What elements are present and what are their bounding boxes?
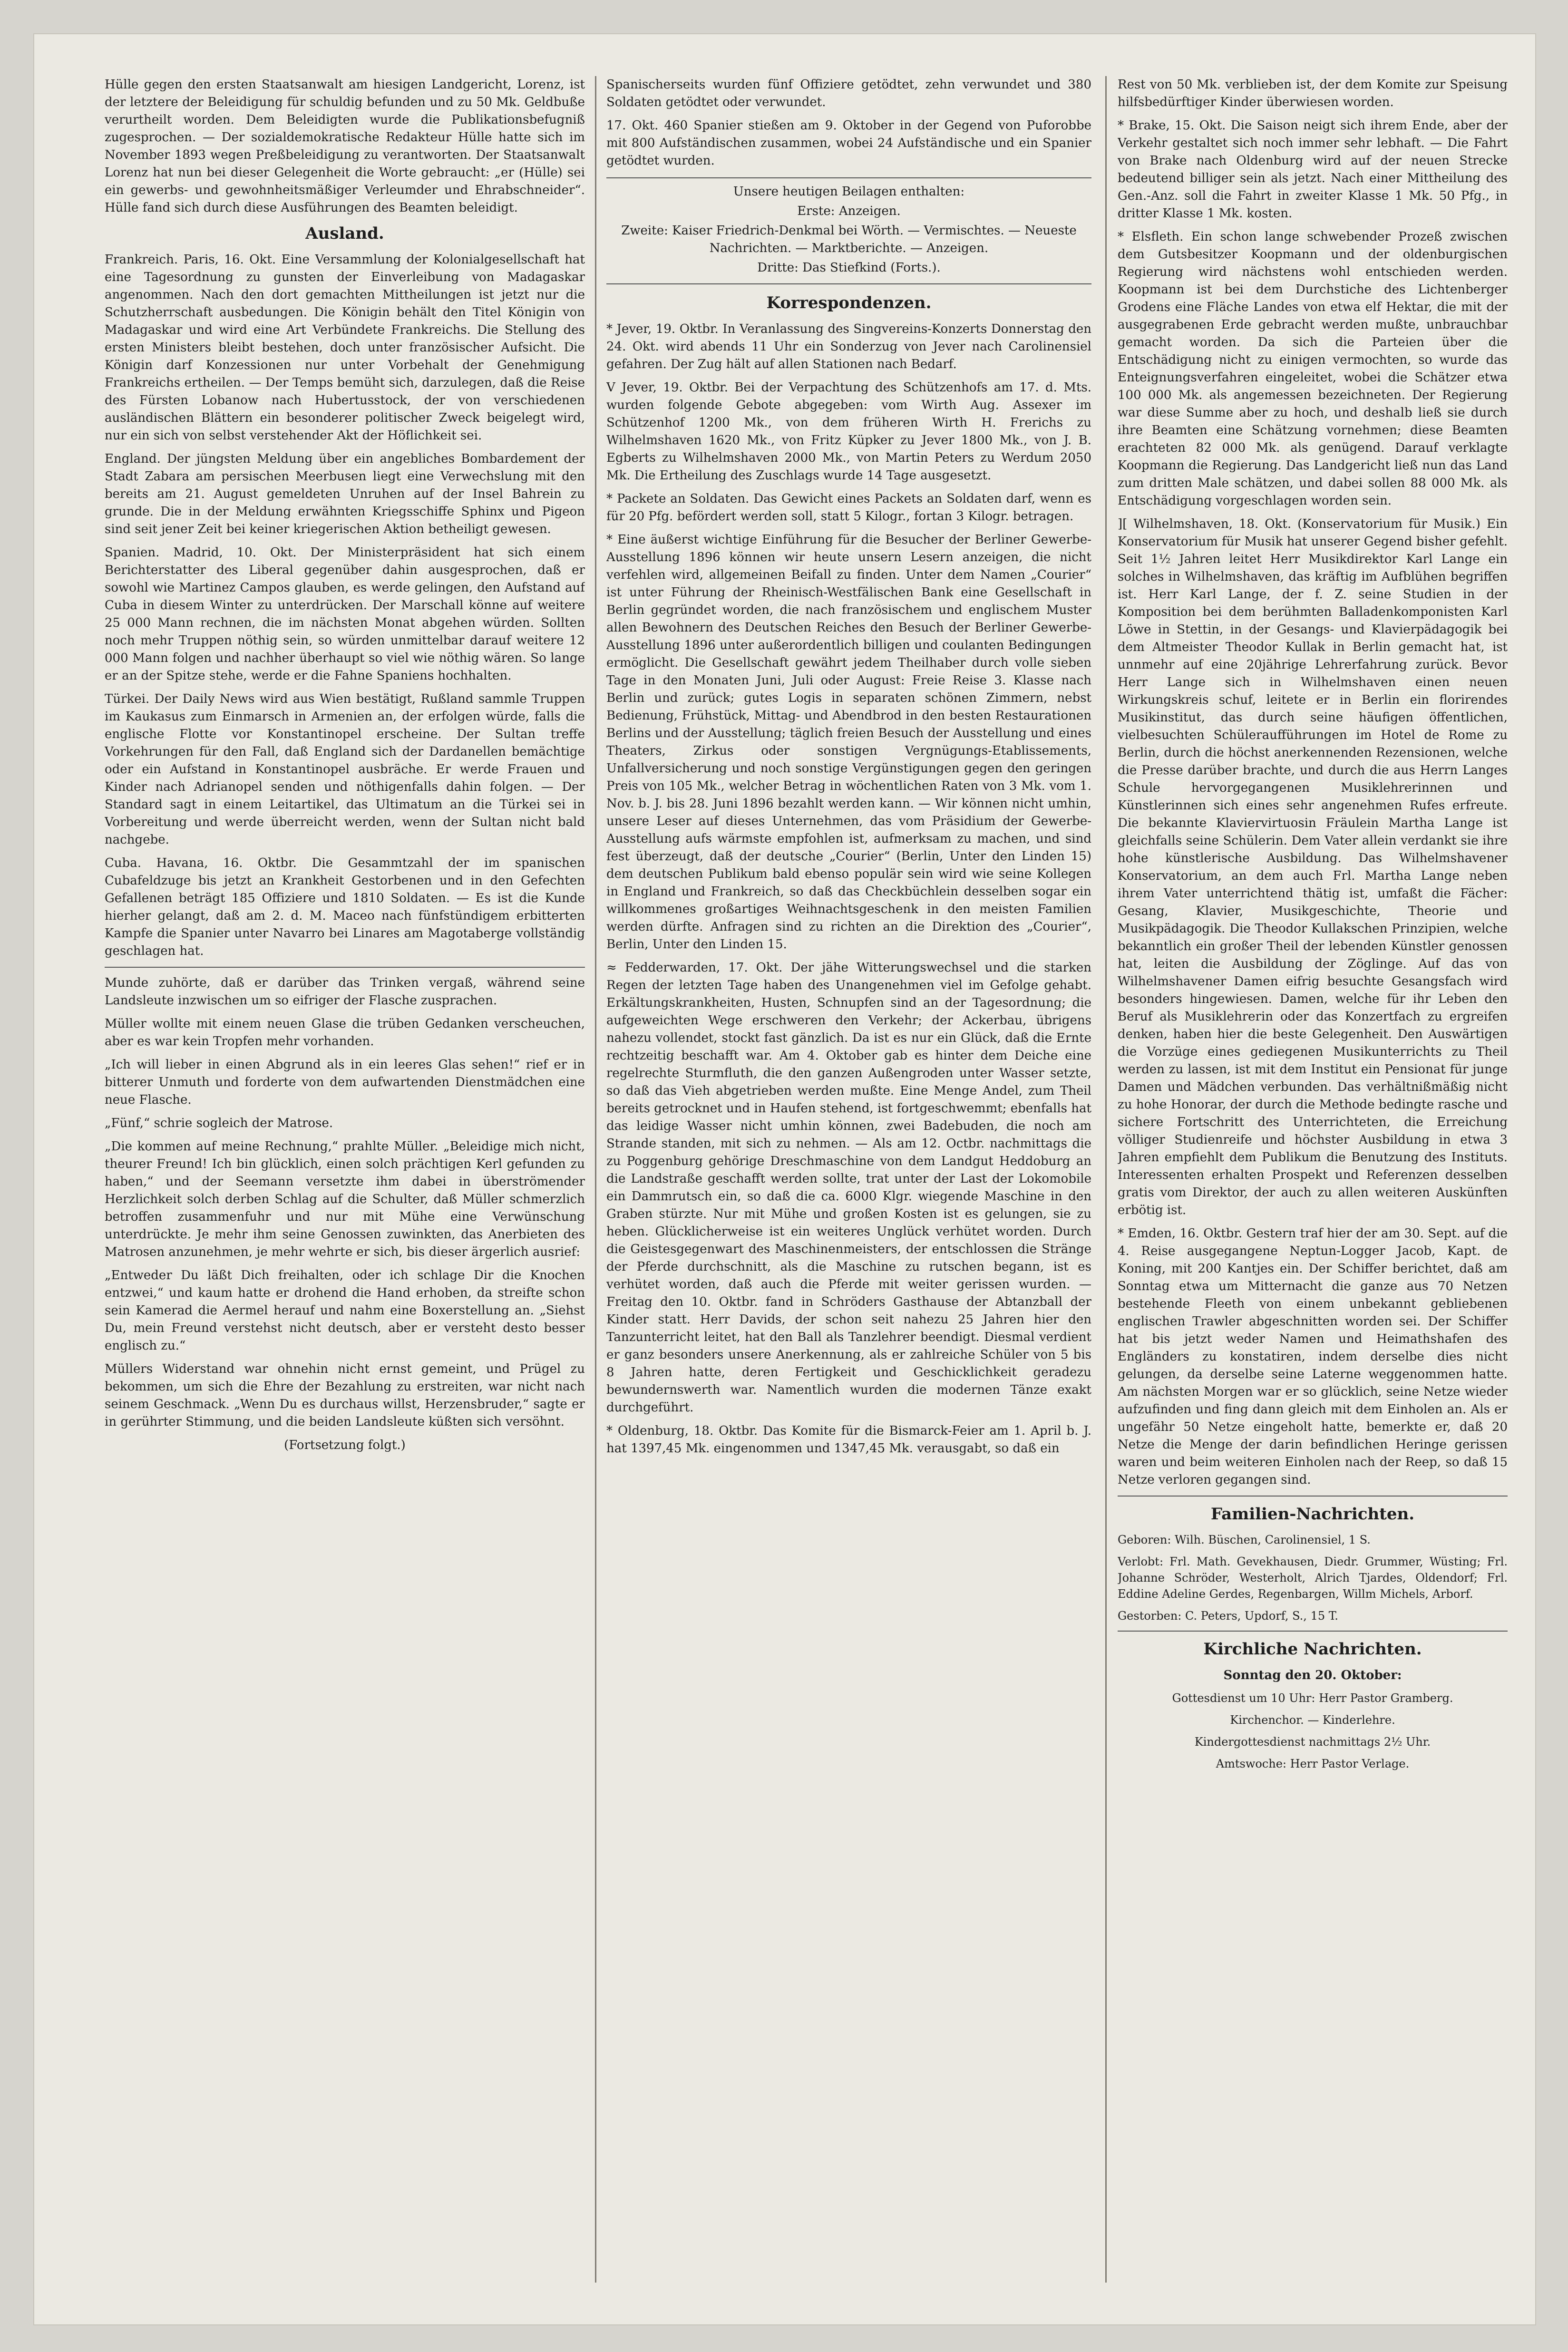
family-engagements: Verlobt: Frl. Math. Gevekhausen, Diedr. Grummer, Wüsting; Frl. Johanne Schröder, Westerholt, Alrich Tjardes, Oldendorf; Frl. Eddine Adeline Gerdes, Regenbargen, Willm Michels, Arborf. bbox=[1118, 1555, 1508, 1601]
feuilleton-paragraph: Müller wollte mit einem neuen Glase die trüben Gedanken verscheuchen, aber es war kein Tropfen mehr vorhanden. bbox=[105, 1017, 585, 1049]
middle-column bbox=[606, 76, 1091, 2283]
article-brake: * Brake, 15. Okt. Die Saison neigt sich ihrem Ende, aber der Verkehr gestaltet sich noch immer sehr lebhaft. — Die Fahrt von Brake nach Oldenburg wird auf der neuen Strecke bedeutend billiger sein als jetzt. Nach einer Mittheilung des Gen.-Anz. soll die Fahrt in zweiter Klasse 1 Mk. 50 Pfg., in dritter Klasse 1 Mk. kosten. bbox=[1118, 118, 1508, 221]
supplement-first: Erste: Anzeigen. bbox=[797, 204, 901, 218]
article-frankreich: Frankreich. Paris, 16. Okt. Eine Versammlung der Kolonialgesellschaft hat eine Tagesordnung zu gunsten der Einverleibung von Madagaskar angenommen. Nach den dort gemachten Mittheilungen ist jetzt nur die Schutzherrschaft ausbedungen. Die Königin behält den Titel Königin von Madagaskar und wird eine Art Verbündete Frankreichs. Die Stellung des ersten Ministers bleibt bestehen, doch unter französischer Aufsicht. Die Königin darf Konzessionen nur unter Vorbehalt der Genehmigung Frankreichs ertheilen. — Der Temps bemüht sich, darzulegen, daß die Reise des Fürsten Lobanow nach Hubertusstock, der von verschiedenen ausländischen Blättern ein besonderer politischer Zweck beigelegt wird, nur ein sich von selbst verstehender Akt der Höflichkeit sei. bbox=[105, 253, 585, 443]
article-wilhelmshaven: ][ Wilhelmshaven, 18. Okt. (Konservatorium für Musik.) Ein Konservatorium für Musik hat unserer Gegend bisher gefehlt. Seit 1½ Jahren leitet Herr Musikdirektor Karl Lange ein solches in Wilhelmshaven, das kräftig im Aufblühen begriffen ist. Herr Karl Lange, der f. Z. seine Studien in der Komposition bei dem berühmten Balladenkomponisten Karl Löwe in Stettin, in der Gesangs- und Klavierpädagogik bei dem Altmeister Theodor Kullak in Berlin gemacht hat, ist unnmehr auf eine 20jährige Lehrerfahrung zurück. Bevor Herr Lange sich in Wilhelmshaven einen neuen Wirkungskreis schuf, leitete er in Berlin ein florirendes Musikinstitut, das durch seine häufigen öffentlichen, vielbesuchten Schüleraufführungen im Hotel de Rome zu Berlin, durch die höchst anerkennenden Rezensionen, welche die Presse darüber brachte, und durch die aus Herrn Langes Schule hervorgegangenen Musiklehrerinnen und Künstlerinnen sich eines sehr angenehmen Rufes erfreute. Die bekannte Klaviervirtuosin Fräulein Martha Lange ist gleichfalls seine Schülerin. Dem Vater allein verdankt sie ihre hohe künstlerische Ausbildung. Das Wilhelmshavener Konservatorium, an dem auch Frl. Martha Lange neben ihrem Vater unterrichtend thätig ist, umfaßt die Fächer: Gesang, Klavier, Musikgeschichte, Theorie und Musikpädagogik. Die Theodor Kullakschen Prinzipien, welche bekanntlich ein großer Theil der lebenden Künstler genossen hat, leiten die Ausbildung der Zöglinge. Auf das von Wilhelmshavener Damen eifrig besuchte Gesangsfach wird besonders hingewiesen. Damen, welche für ihr Leben den Beruf als Musiklehrerin oder das Konzertfach zu ergreifen denken, haben hier die beste Gelegenheit. Den Auswärtigen die Vorzüge eines gediegenen Musikunterrichts zu Theil werden zu lassen, ist mit dem Institut ein Pensionat für junge Damen und Mädchen verbunden. Das verhältnißmäßig nicht zu hohe Honorar, der durch die Methode bedingte rasche und sichere Fortschritt des Unterrichteten, die Erreichung völliger Studienreife und höchster Ausbildung in etwa 3 Jahren empfiehlt dem Publikum die Benutzung des Instituts. Interessenten erhalten Prospekt und Referenzen desselben gratis vom Direktor, der auch zu allen weiteren Auskünften erbötig ist. bbox=[1118, 517, 1508, 1217]
article-england: England. Der jüngsten Meldung über ein angebliches Bombardement der Stadt Zabara am persischen Meerbusen liegt eine Verwechslung mit den bereits am 21. August gemeldeten Unruhen auf der Insel Bahrein zu grunde. Die in der Meldung erwähnten Kriegsschiffe Sphinx und Pigeon sind seit jener Zeit bei keiner kriegerischen Aktion betheiligt gewesen. bbox=[105, 452, 585, 536]
article-packete: * Packete an Soldaten. Das Gewicht eines Packets an Soldaten darf, wenn es für 20 Pfg. befördert werden soll, statt 5 Kilogr., fortan 3 Kilogr. betragen. bbox=[606, 492, 1091, 524]
article-jever-schuetzenhof: V Jever, 19. Oktbr. Bei der Verpachtung des Schützenhofs am 17. d. Mts. wurden folgende Gebote abgegeben: vom Wirth Aug. Assexer im Schützenhof 1200 Mk., von dem früheren Wirth H. Frerichs zu Wilhelmshaven 1620 Mk., von Fritz Küpker zu Jever 1800 Mk., von J. B. Egberts zu Wilhelmshaven 2000 Mk., von Martin Peters zu Werdum 2050 Mk. Die Ertheilung des Zuschlags wurde 14 Tage ausgesetzt. bbox=[606, 380, 1091, 483]
section-heading-familien: Familien-Nachrichten. bbox=[1210, 1505, 1415, 1524]
church-children: Kindergottesdienst nachmittags 2½ Uhr. bbox=[1194, 1735, 1431, 1749]
article-oldenburg: * Oldenburg, 18. Oktbr. Das Komite für die Bismarck-Feier am 1. April b. J. hat 1397,45 Mk. eingenommen und 1347,45 Mk. verausgabt, so daß ein bbox=[606, 1424, 1091, 1456]
article-tuerkei: Türkei. Der Daily News wird aus Wien bestätigt, Rußland sammle Truppen im Kaukasus zum Einmarsch in Armenien an, der erfolgen würde, falls die englische Flotte vor Konstantinopel erscheine. Der Sultan treffe Vorkehrungen für den Fall, daß England sich der Dardanellen bemächtige oder ein Aufstand in Konstantinopel ausbräche. Er werde Frauen und Kinder nach Adrianopel senden und nöthigenfalls dahin folgen. — Der Standard sagt in einem Leitartikel, das Ultimatum an die Türkei sei in Vorbereitung und werde überreicht werden, wenn der Sultan nicht bald nachgebe. bbox=[105, 692, 585, 847]
left-column bbox=[105, 76, 585, 2283]
feuilleton-paragraph: „Die kommen auf meine Rechnung,“ prahlte Müller. „Beleidige mich nicht, theurer Freund! Ich bin glücklich, einen solch prächtigen Kerl gefunden zu haben,“ und der Seemann versetzte ihm dabei in überströmender Herzlichkeit solch derben Schlag auf die Schulter, daß Müller schmerzlich betroffen zusammenfuhr und nur mit Mühe eine Verwünschung unterdrückte. Je mehr ihm seine Genossen zuwinkten, das Anerbieten des Matrosen anzunehmen, je mehr wehrte er sich, bis dieser ärgerlich ausrief: bbox=[105, 1139, 585, 1259]
article-cuba: Cuba. Havana, 16. Oktbr. Die Gesammtzahl der im spanischen Cubafeldzuge bis jetzt an Krankheit Gestorbenen und in den Gefechten Gefallenen beträgt 185 Offiziere und 1810 Soldaten. — Es ist die Kunde hierher gelangt, daß am 2. d. M. Maceo nach fünfstündigem erbitterten Kampfe die Spanier unter Navarro bei Linares am Magotaberge vollständig geschlagen hat. bbox=[105, 856, 585, 958]
feuilleton-paragraph: Müllers Widerstand war ohnehin nicht ernst gemeint, und Prügel zu bekommen, um sich die Ehre der Bezahlung zu erstreiten, war nicht nach seinem Geschmack. „Wenn Du es durchaus willst, Herzensbruder,“ sagte er in gerührter Stimmung, und die beiden Landsleute küßten sich versöhnt. bbox=[105, 1362, 585, 1429]
church-service: Gottesdienst um 10 Uhr: Herr Pastor Gramberg. bbox=[1172, 1691, 1453, 1705]
article-huelle: Hülle gegen den ersten Staatsanwalt am hiesigen Landgericht, Lorenz, ist der letztere der Beleidigung für schuldig befunden und zu 50 Mk. Geldbuße verurtheilt worden. Dem Beleidigten wurde die Publikationsbefugniß zugesprochen. — Der sozialdemokratische Redakteur Hülle hatte sich im November 1893 wegen Preßbeleidigung zu verantworten. Der Staatsanwalt Lorenz hat nun bei dieser Gelegenheit die Worte gebraucht: „er (Hülle) sei ein gewerbs- und gewohnheitsmäßiger Verleumder und Ehrabschneider“. Hülle fand sich durch diese Ausführungen des Beamten beleidigt. bbox=[105, 78, 585, 215]
article-spanish-losses: Spanischerseits wurden fünf Offiziere getödtet, zehn verwundet und 380 Soldaten getödtet oder verwundet. bbox=[606, 78, 1091, 109]
column-rule bbox=[1105, 76, 1107, 2283]
section-heading-ausland: Ausland. bbox=[305, 224, 384, 243]
feuilleton-paragraph: „Fünf,“ schrie sogleich der Matrose. bbox=[105, 1116, 333, 1130]
section-divider bbox=[1118, 1631, 1508, 1632]
section-heading-korrespondenzen: Korrespondenzen. bbox=[766, 293, 932, 312]
family-deaths: Gestorben: C. Peters, Updorf, S., 15 T. bbox=[1118, 1609, 1338, 1623]
article-oldenburg-continued: Rest von 50 Mk. verblieben ist, der dem Komite zur Speisung hilfsbedürftiger Kinder überwiesen worden. bbox=[1118, 78, 1508, 109]
article-elsfleth: * Elsfleth. Ein schon lange schwebender Prozeß zwischen dem Gutsbesitzer Koopmann und der oldenburgischen Regierung wird nächstens wohl entschieden werden. Koopmann ist bei dem Durchstiche des Lichtenberger Grodens eine Fläche Landes von etwa elf Hektar, die mit der ausgegrabenen Erde gebracht werden mußte, unbrauchbar gemacht worden. Da sich die Parteien über die Entschädigung nicht zu einigen vermochten, so wurde das Enteignungsverfahren eingeleitet, wobei die Schätzer etwa 100 000 Mk. als angemessen bezeichneten. Der Regierung war diese Summe aber zu hoch, und deshalb ließ sie durch ihre Beamten eine Schätzung vornehmen; diese Beamten erachteten 82 000 Mk. als genügend. Darauf verklagte Koopmann die Regierung. Das Landgericht ließ nun das Land zum dritten Male schätzen, und dabei sollen 88 000 Mk. als Entschädigung vorgeschlagen worden sein. bbox=[1118, 230, 1508, 508]
article-spanish-clash: 17. Okt. 460 Spanier stießen am 9. Oktober in der Gegend von Puforobbe mit 800 Aufständischen zusammen, wobei 24 Aufständische und ein Spanier getödtet wurden. bbox=[606, 118, 1091, 168]
column-rule bbox=[595, 76, 596, 2283]
supplement-third: Dritte: Das Stiefkind (Forts.). bbox=[757, 261, 941, 275]
right-column bbox=[1118, 76, 1508, 2283]
supplement-second: Zweite: Kaiser Friedrich-Denkmal bei Wörth. — Vermischtes. — Neueste Nachrichten. — Marktberichte. — Anzeigen. bbox=[621, 224, 1077, 255]
family-births: Geboren: Wilh. Büschen, Carolinensiel, 1 S. bbox=[1118, 1533, 1371, 1546]
church-date: Sonntag den 20. Oktober: bbox=[1223, 1668, 1402, 1682]
feuilleton-continued: (Fortsetzung folgt.) bbox=[284, 1438, 406, 1452]
article-spanien: Spanien. Madrid, 10. Okt. Der Ministerpräsident hat sich einem Berichterstatter des Liberal gegenüber dahin ausgesprochen, daß er sowohl wie Martinez Campos glauben, es werde gelingen, den Aufstand auf Cuba in diesem Winter zu unterdrücken. Der Marschall könne auf weitere 25 000 Mann rechnen, die im nächsten Monat abgehen würden. Sollten noch mehr Truppen nöthig sein, so würden unmittelbar darauf weitere 12 000 Mann folgen und nachher überhaupt so viel wie nöthig wären. So lange er an der Spitze stehe, werde er die Fahne Spaniens hochhalten. bbox=[105, 545, 585, 683]
supplements-box bbox=[606, 177, 1091, 284]
article-courier: * Eine äußerst wichtige Einführung für die Besucher der Berliner Gewerbe-Ausstellung 1896 können wir heute unsern Lesern anzeigen, die nicht verfehlen wird, allgemeinen Beifall zu finden. Unter dem Namen „Courier“ ist unter Führung der Rheinisch-Westfälischen Bank eine Gesellschaft in Berlin gegründet worden, die nach französischem und englischem Muster allen Bewohnern des Deutschen Reiches den Besuch der Berliner Gewerbe-Ausstellung 1896 unter außerordentlich billigen und coulanten Bedingungen ermöglicht. Die Gesellschaft gewährt jedem Theilhaber durch volle sieben Tage in den Monaten Juni, Juli oder August: Freie Reise 3. Klasse nach Berlin und zurück; gutes Logis in separaten schönen Zimmern, nebst Bedienung, Frühstück, Mittag- und Abendbrod in den besten Restaurationen Berlins und der Ausstellung; täglich freien Besuch der Ausstellung und eines Theaters, Zirkus oder sonstigen Vergnügungs-Etablissements, Unfallversicherung und noch sonstige Vergünstigungen gegen den geringen Preis von 105 Mk., welcher Betrag in wöchentlichen Raten von 3 Mk. vom 1. Nov. b. J. bis 28. Juni 1896 bezahlt werden kann. — Wir können nicht umhin, unsere Leser auf dieses Unternehmen, das vom Präsidium der Gewerbe-Ausstellung aufs wärmste empfohlen ist, aufmerksam zu machen, und sind fest überzeugt, daß der deutsche „Courier“ (Berlin, Unter den Linden 15) dem deutschen Publikum bald ebenso populär sein wird wie seine Kollegen in England und Frankreich, so daß das Checkbüchlein desselben sogar ein willkommenes großartiges Weihnachtsgeschenk in den meisten Familien werden dürfte. Anfragen sind zu richten an die Direktion des „Courier“, Berlin, Unter den Linden 15. bbox=[606, 533, 1091, 952]
supplements-title: Unsere heutigen Beilagen enthalten: bbox=[733, 185, 965, 199]
article-jever-sonderzug: * Jever, 19. Oktbr. In Veranlassung des Singvereins-Konzerts Donnerstag den 24. Okt. wird abends 11 Uhr ein Sonderzug von Jever nach Carolinensiel gefahren. Der Zug hält auf allen Stationen nach Bedarf. bbox=[606, 322, 1091, 371]
article-emden: * Emden, 16. Oktbr. Gestern traf hier der am 30. Sept. auf die 4. Reise ausgegangene Neptun-Logger Jacob, Kapt. de Koning, mit 200 Kantjes ein. Der Schiffer berichtet, daß am Sonntag etwa um Mitternacht die ganze aus 70 Netzen bestehende Fleeth von einem unbekannt gebliebenen englischen Trawler abgeschnitten worden sei. Der Schiffer hat bis jetzt weder Namen und Heimathshafen des Engländers zu konstatiren, indem derselbe dies nicht gelungen, da derselbe seine Laterne weggenommen hatte. Am nächsten Morgen war er so glücklich, seine Netze wieder aufzufinden und fing dann gleich mit dem Einholen an. Als er ungefähr 50 Netze eingeholt hatte, bemerkte er, daß 20 Netze die Menge der darin befindlichen Heringe gerissen waren und beim weiteren Einholen nach der Reep, so daß 15 Netze verloren gegangen sind. bbox=[1118, 1226, 1508, 1487]
newspaper-page bbox=[33, 33, 1536, 2325]
feuilleton-paragraph: „Ich will lieber in einen Abgrund als in ein leeres Glas sehen!“ rief er in bitterer Unmuth und forderte von dem aufwartenden Dienstmädchen eine neue Flasche. bbox=[105, 1058, 585, 1107]
article-fedderwarden: ≈ Fedderwarden, 17. Okt. Der jähe Witterungswechsel und die starken Regen der letzten Tage haben des Unangenehmen viel im Gefolge gehabt. Erkältungskrankheiten, Husten, Schnupfen sind an der Tagesordnung; die aufgeweichten Wege erschweren den Verkehr; der Ackerbau, übrigens nahezu vollendet, stockt fast gänzlich. Da ist es nur ein Glück, daß die Ernte rechtzeitig beschafft war. Am 4. Oktober gab es hinter dem Deiche eine regelrechte Sturmfluth, die den ganzen Außengroden unter Wasser setzte, so daß das Vieh abgetrieben werden mußte. Eine Menge Andel, zum Theil bereits getrocknet und in Haufen stehend, ist fortgeschwemmt; ebenfalls hat das leidige Wasser nicht umhin können, zwei Badebuden, die noch am Strande standen, mit sich zu nehmen. — Als am 12. Octbr. nachmittags die zu Poggenburg gehörige Dreschmaschine von dem Landgut Heddoburg an die Landstraße geschafft werden sollte, trat unter der Last der Lokomobile ein Dammrutsch ein, so daß die ca. 6000 Klgr. wiegende Maschine in den Graben stürzte. Nur mit Mühe und großen Kosten ist es gelungen, sie zu heben. Glücklicherweise ist ein weiteres Unglück verhütet worden. Durch die Geistesgegenwart des Maschinenmeisters, der entschlossen die Stränge der Pferde durchschnitt, als die Maschine zu rutschen begann, ist es verhütet worden, daß auch die Pferde mit weiter gerissen wurden. — Freitag den 10. Oktbr. fand in Schröders Gasthause der Abtanzball der Kinder statt. Herr Davids, der schon seit nahezu 25 Jahren hier den Tanzunterricht leitet, hat den Ball als Tanzlehrer beendigt. Diesmal verdient er ganz besonders unsere Anerkennung, als er zahlreiche Schüler von 5 bis 8 Jahren hatte, deren Fertigkeit und Geschicklichkeit geradezu bewundernswerth war. Namentlich wurden die modernen Tänze exakt durchgeführt. bbox=[606, 961, 1091, 1415]
feuilleton-divider bbox=[105, 967, 585, 968]
feuilleton-paragraph: „Entweder Du läßt Dich freihalten, oder ich schlage Dir die Knochen entzwei,“ und kaum hatte er drohend die Hand erhoben, da streifte schon sein Kamerad die Aermel herauf und nahm eine Boxerstellung an. „Siehst Du, mein Freund verstehst nicht deutsch, aber er versteht desto besser englisch zu.“ bbox=[105, 1268, 585, 1353]
church-choir: Kirchenchor. — Kinderlehre. bbox=[1230, 1713, 1395, 1727]
section-divider bbox=[1118, 1496, 1508, 1497]
church-duty-week: Amtswoche: Herr Pastor Verlage. bbox=[1216, 1757, 1410, 1770]
feuilleton-paragraph: Munde zuhörte, daß er darüber das Trinken vergaß, während seine Landsleute inzwischen um so eifriger der Flasche zusprachen. bbox=[105, 976, 585, 1008]
section-heading-kirchliche: Kirchliche Nachrichten. bbox=[1203, 1640, 1422, 1659]
